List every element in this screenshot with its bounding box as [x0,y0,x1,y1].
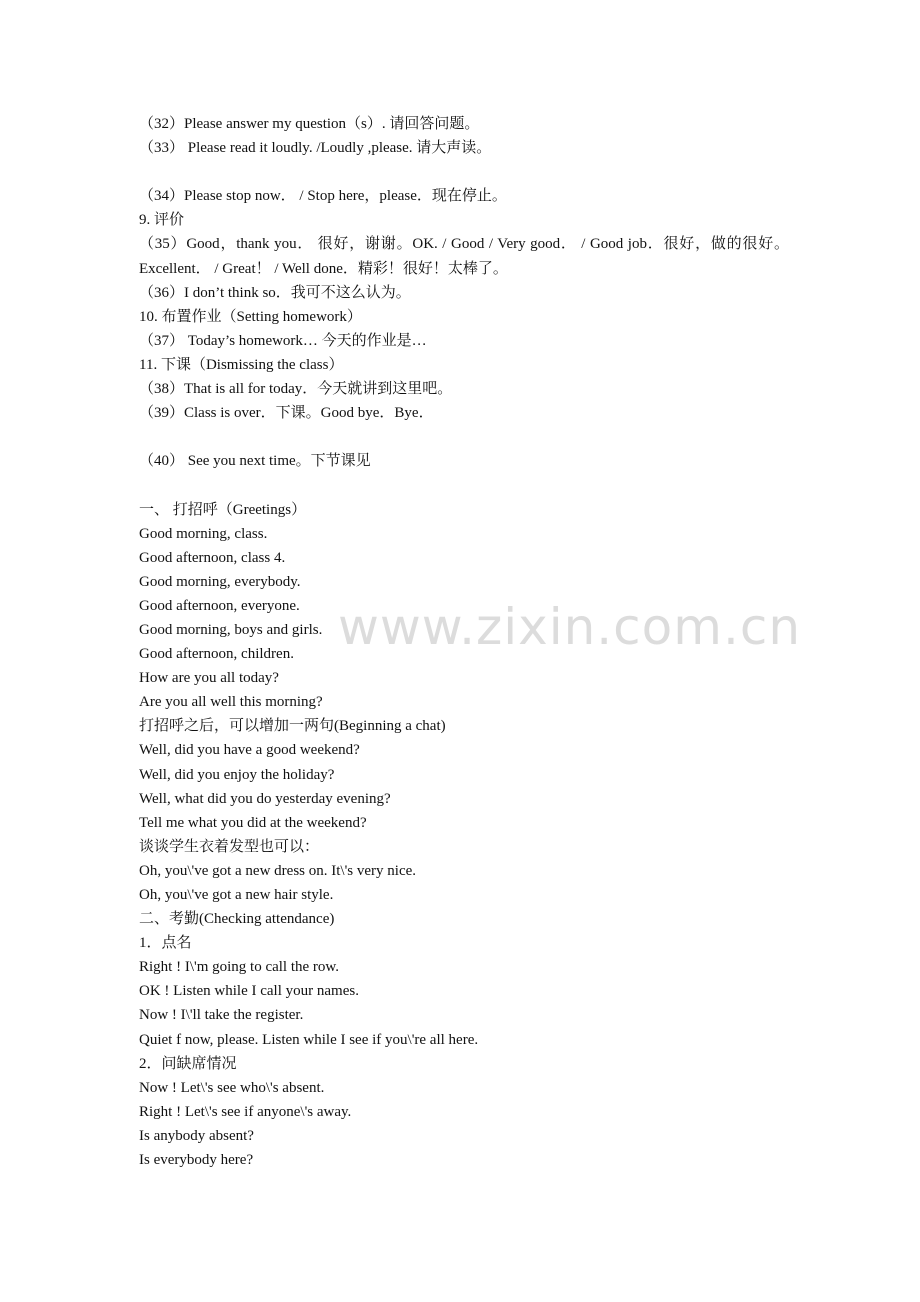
text-line: 谈谈学生衣着发型也可以： [139,838,320,855]
text-line: Good morning, class. [139,525,268,542]
text-line: Tell me what you did at the weekend? [139,814,367,831]
section-heading: 二、考勤(Checking attendance) [139,911,335,928]
text-paragraph: （35）Good，thank you． 很好，谢谢。OK. / Good / Very good． / Good job．很好，做的很好。 Excellent． / Great！ / Well done．精彩！很好！太棒了。 [139,236,789,277]
text-line: （38）That is all for today．今天就讲到这里吧。 [139,381,453,398]
text-line: （33） Please read it loudly. /Loudly ,please. 请大声读。 [139,140,492,157]
section-heading: 9. 评价 [139,212,185,229]
text-line: （37） Today’s homework… 今天的作业是… [139,332,427,349]
section-heading: 11. 下课（Dismissing the class） [139,356,344,373]
text-line: Oh, you\'ve got a new dress on. It\'s very nice. [139,862,417,879]
text-line: Now ! Let\'s see who\'s absent. [139,1079,325,1096]
blank-line [139,425,789,449]
text-line: Is everybody here? [139,1152,254,1169]
document-body [139,112,789,1172]
text-line: Good afternoon, children. [139,646,294,663]
blank-line [139,160,789,184]
blank-line [139,473,789,497]
text-line: Now ! I\'ll take the register. [139,1007,304,1024]
text-line: Good morning, everybody. [139,573,301,590]
text-line: How are you all today? [139,670,279,687]
text-line: OK ! Listen while I call your names. [139,983,359,1000]
text-line: （36）I don’t think so．我可不这么认为。 [139,284,411,301]
text-line: 打招呼之后，可以增加一两句(Beginning a chat) [139,718,446,735]
text-line: Well, did you have a good weekend? [139,742,360,759]
text-line: Right ! I\'m going to call the row. [139,959,340,976]
text-line: Well, did you enjoy the holiday? [139,766,335,783]
section-heading: 一、 打招呼（Greetings） [139,501,307,518]
text-line: Are you all well this morning? [139,694,323,711]
subsection-heading: 2．问缺席情况 [139,1055,237,1072]
text-line: Good afternoon, everyone. [139,597,300,614]
text-line: （40） See you next time。下节课见 [139,453,371,470]
text-line: （32）Please answer my question（s）. 请回答问题。 [139,116,480,132]
text-line: Good afternoon, class 4. [139,549,286,566]
subsection-heading: 1．点名 [139,935,192,952]
text-line: Quiet f now, please. Listen while I see if you\'re all here. [139,1031,479,1048]
section-heading: 10. 布置作业（Setting homework） [139,308,362,325]
text-line: （34）Please stop now． / Stop here，please．现在停止。 [139,188,507,205]
text-line: （39）Class is over．下课。Good bye．Bye． [139,405,434,422]
text-line: Right ! Let\'s see if anyone\'s away. [139,1103,352,1120]
text-line: Oh, you\'ve got a new hair style. [139,887,334,903]
watermark: www.zixin.com.cn [338,598,802,656]
text-line: Is anybody absent? [139,1127,254,1144]
text-line: Well, what did you do yesterday evening? [139,790,391,807]
text-line: Good morning, boys and girls. [139,621,323,638]
